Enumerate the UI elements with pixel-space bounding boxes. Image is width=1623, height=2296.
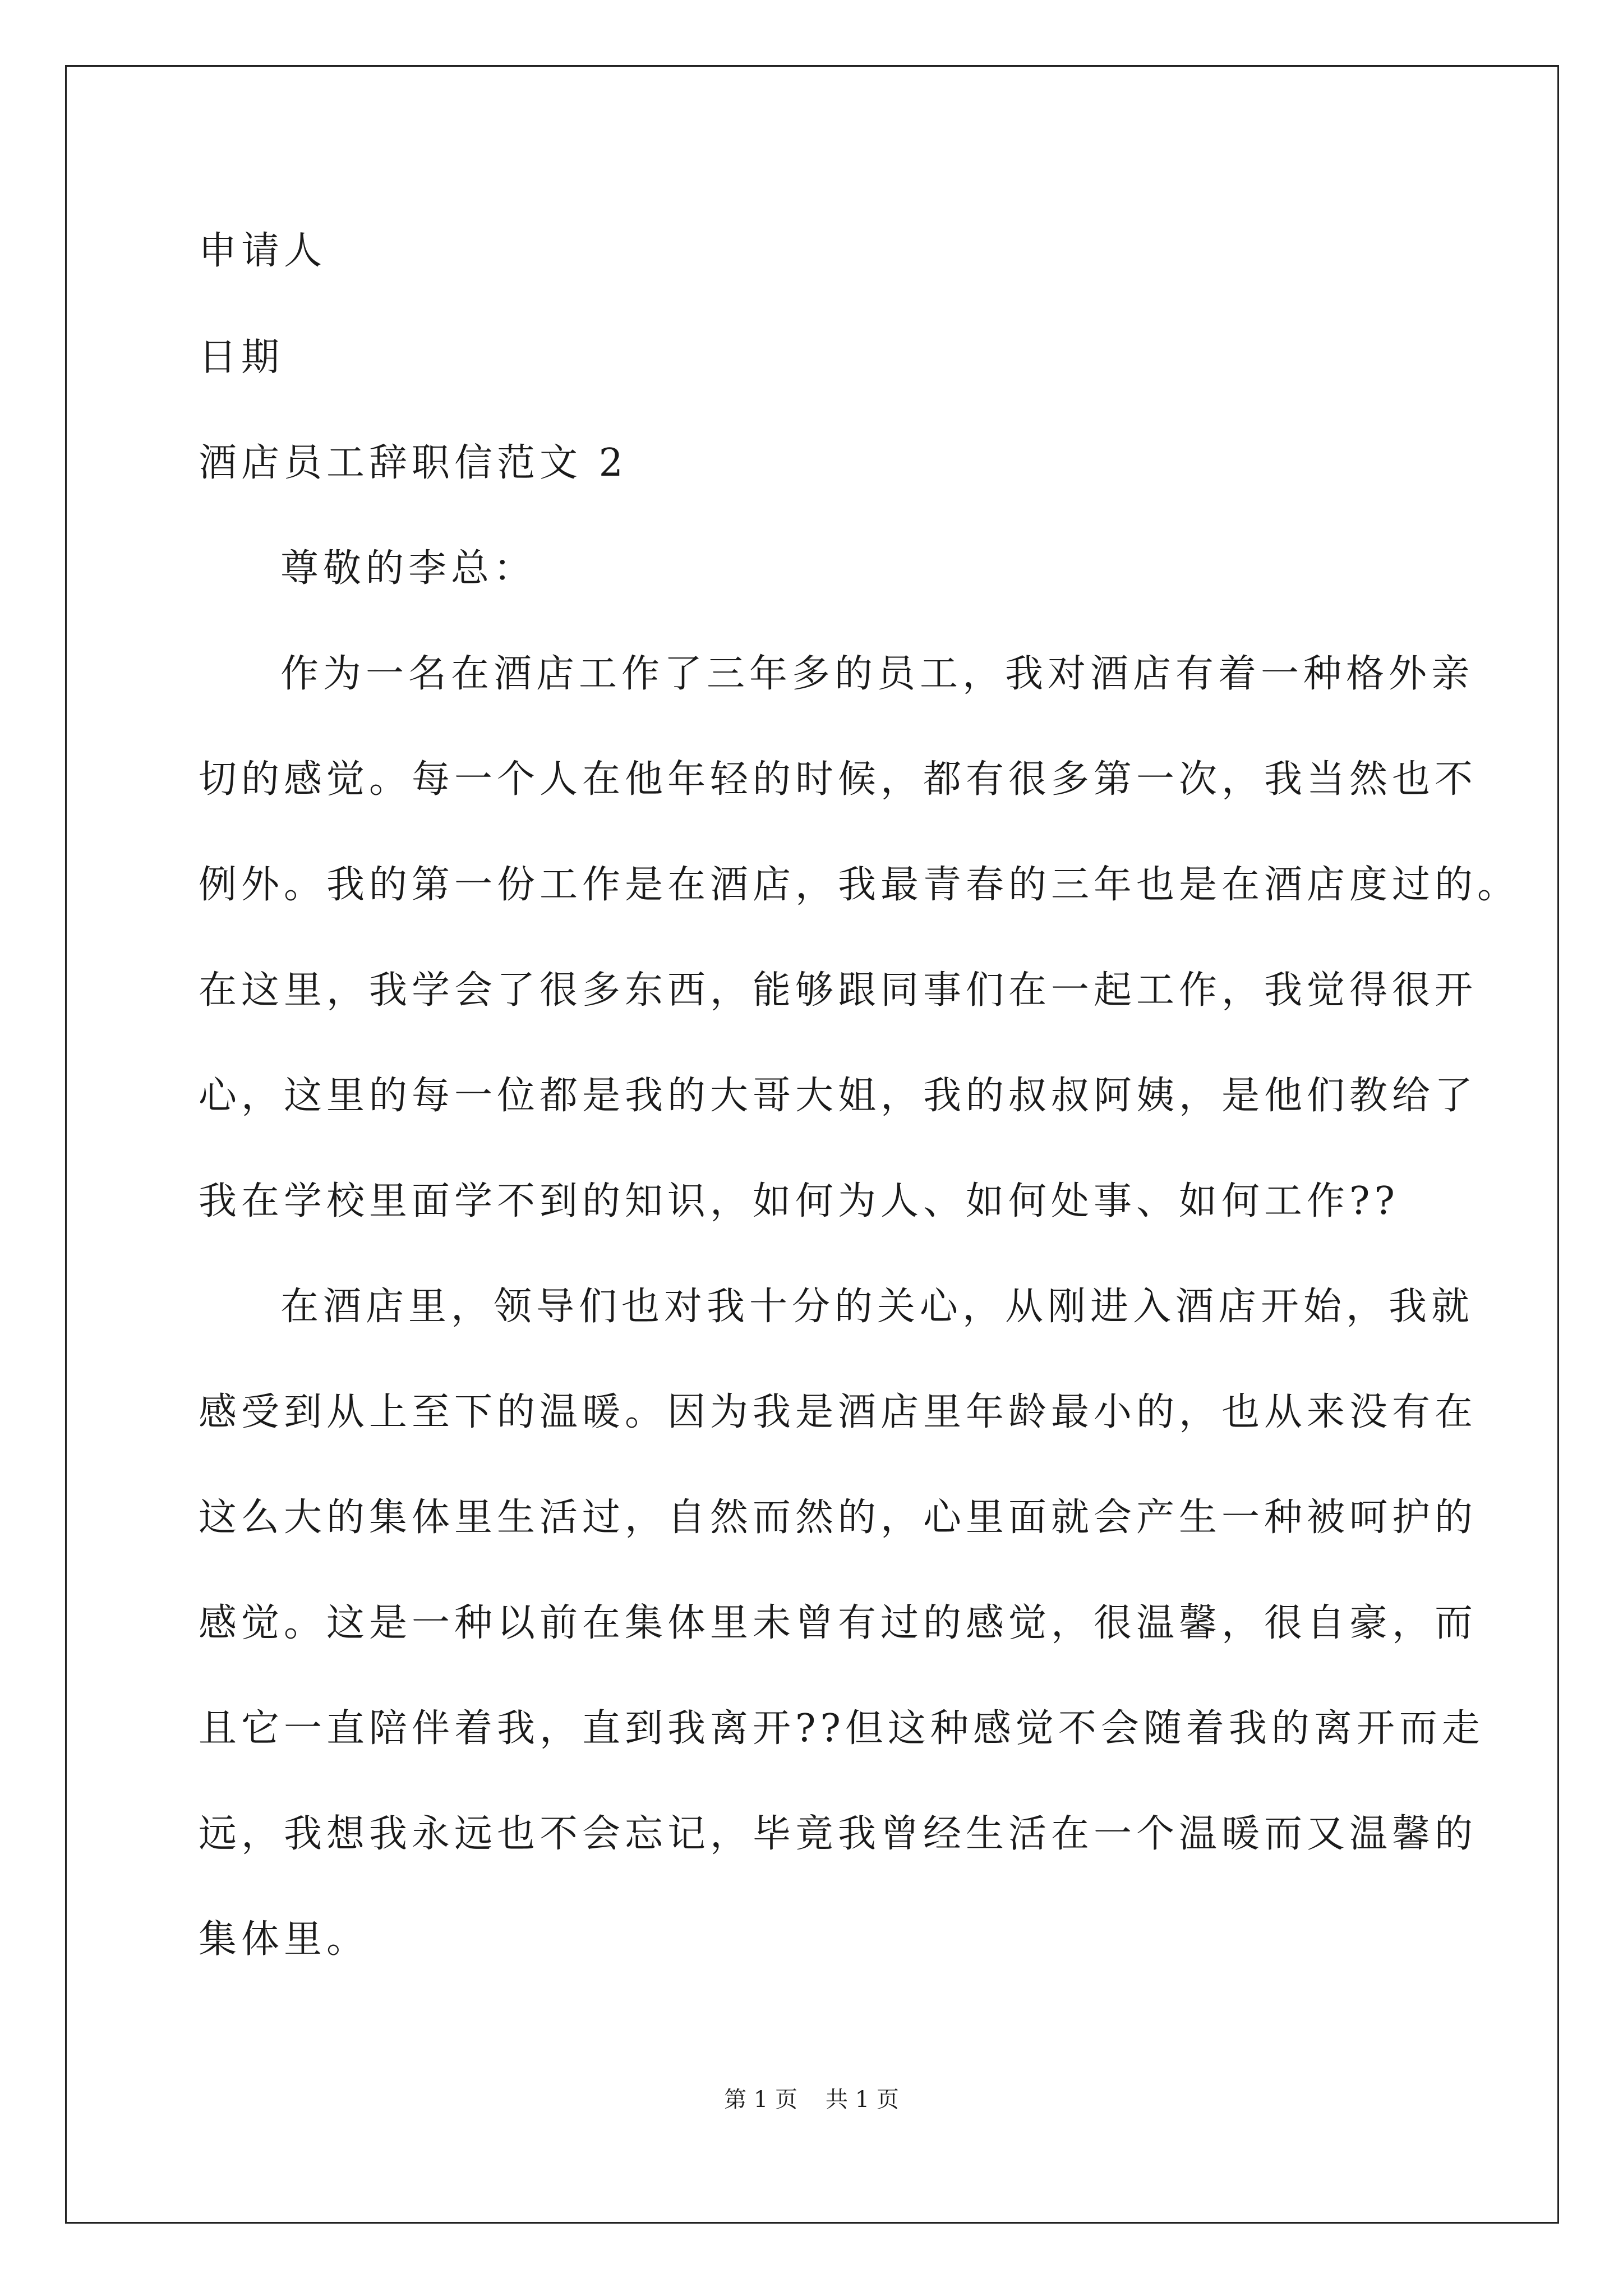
body-line: 且它一直陪伴着我，直到我离开??但这种感觉不会随着我的离开而走 <box>199 1706 1484 1751</box>
body-line: 我在学校里面学不到的知识，如何为人、如何处事、如何工作?? <box>199 1179 1399 1223</box>
section-title: 酒店员工辞职信范文 2 <box>199 441 628 485</box>
body-line: 远，我想我永远也不会忘记，毕竟我曾经生活在一个温暖而又温馨的 <box>199 1812 1478 1856</box>
body-line: 感觉。这是一种以前在集体里未曾有过的感觉，很温馨，很自豪，而 <box>199 1601 1478 1645</box>
body-line: 例外。我的第一份工作是在酒店，我最青春的三年也是在酒店度过的。 <box>199 863 1520 907</box>
body-line: 在酒店里，领导们也对我十分的关心，从刚进入酒店开始，我就 <box>280 1285 1474 1329</box>
body-line: 切的感觉。每一个人在他年轻的时候，都有很多第一次，我当然也不 <box>199 757 1478 802</box>
body-line: 心，这里的每一位都是我的大哥大姐，我的叔叔阿姨，是他们教给了 <box>199 1074 1478 1118</box>
date-label: 日期 <box>199 335 284 380</box>
page-border <box>65 65 1559 2224</box>
body-line: 在这里，我学会了很多东西，能够跟同事们在一起工作，我觉得很开 <box>199 968 1478 1013</box>
body-line: 这么大的集体里生活过，自然而然的，心里面就会产生一种被呵护的 <box>199 1496 1478 1540</box>
page-number: 第 1 页 <box>724 2087 797 2113</box>
applicant-label: 申请人 <box>199 229 327 273</box>
body-line: 感受到从上至下的温暖。因为我是酒店里年龄最小的，也从来没有在 <box>199 1390 1478 1434</box>
body-line: 集体里。 <box>199 1917 370 1962</box>
body-line: 作为一名在酒店工作了三年多的员工，我对酒店有着一种格外亲 <box>280 652 1474 696</box>
page-total: 共 1 页 <box>826 2087 899 2113</box>
salutation: 尊敬的李总： <box>280 546 537 591</box>
page-footer <box>0 2088 1623 2111</box>
